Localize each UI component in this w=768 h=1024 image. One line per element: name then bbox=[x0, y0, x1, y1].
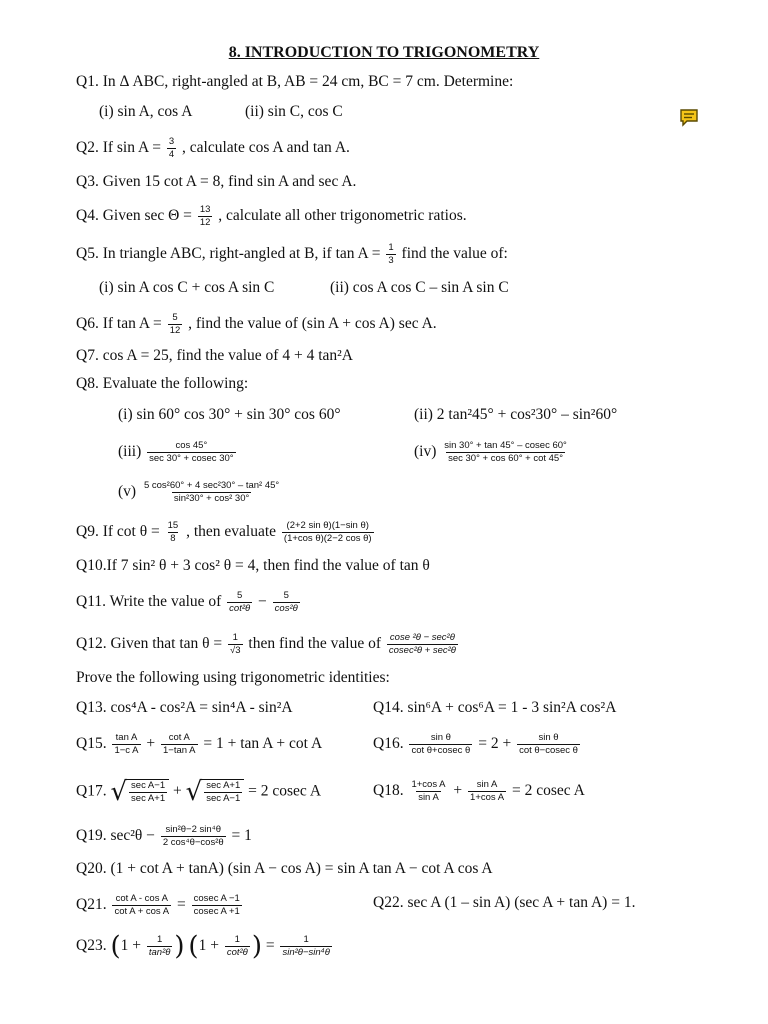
q8-part-iv bbox=[414, 440, 571, 465]
q1: Q1. In Δ ABC, right-angled at B, AB = 24 cm, BC = 7 cm. Determine: bbox=[76, 73, 514, 90]
q8-v-label: (v) bbox=[118, 483, 137, 501]
q3: Q3. Given 15 cot A = 8, find sin A and sec A. bbox=[76, 173, 357, 190]
q8-iii-den: sec 30° + cosec 30° bbox=[149, 453, 234, 464]
q2-den: 4 bbox=[168, 149, 175, 160]
q18-num-2: sin A bbox=[476, 779, 498, 790]
q15-label: Q15. bbox=[76, 735, 107, 753]
q11-num-2: 5 bbox=[283, 590, 289, 601]
q5 bbox=[76, 242, 508, 267]
q18-num-1: 1+cos A bbox=[411, 779, 446, 790]
q22: Q22. sec A (1 – sin A) (sec A + tan A) = 1. bbox=[373, 894, 636, 911]
q11-den-1: cot²θ bbox=[229, 603, 251, 614]
q18-den-2: 1+cos A bbox=[470, 792, 505, 803]
q23-num-3: 1 bbox=[303, 934, 309, 945]
q11-fraction-2 bbox=[273, 590, 300, 615]
q15-rhs: = 1 + tan A + cot A bbox=[203, 735, 323, 753]
q15-fraction-2 bbox=[161, 732, 198, 757]
q21-den-2: cosec A +1 bbox=[193, 906, 240, 917]
q6-fraction bbox=[168, 312, 183, 337]
sqrt-sign: √ bbox=[185, 777, 203, 807]
close-paren: ) bbox=[251, 931, 262, 962]
q4-text: Q4. Given sec Θ = bbox=[76, 207, 192, 225]
q12 bbox=[76, 632, 460, 657]
q9-expr-num: (2+2 sin θ)(1−sin θ) bbox=[286, 520, 369, 531]
q16-num-1: sin θ bbox=[430, 732, 451, 743]
q8-iv-label: (iv) bbox=[414, 443, 437, 461]
q17-den-1: sec A+1 bbox=[131, 793, 166, 804]
q5-text-end: find the value of: bbox=[401, 245, 508, 263]
prove-heading: Prove the following using trigonometric identities: bbox=[76, 669, 390, 686]
q18-fraction-2 bbox=[468, 779, 506, 804]
q4 bbox=[76, 204, 467, 229]
q2-num: 3 bbox=[168, 136, 175, 147]
q11-num-1: 5 bbox=[237, 590, 243, 601]
equals-sign: = bbox=[177, 896, 186, 914]
q4-text-end: , calculate all other trigonometric ratios. bbox=[218, 207, 467, 225]
q16-fraction-1 bbox=[409, 732, 472, 757]
q23-den-2: cot²θ bbox=[226, 947, 248, 958]
q16-den-1: cot θ+cosec θ bbox=[411, 745, 471, 756]
q9-text-mid: , then evaluate bbox=[186, 523, 277, 541]
q15-num-2: cot A bbox=[168, 732, 190, 743]
q12-expr-num: cose ²θ − sec²θ bbox=[389, 632, 455, 643]
q12-text-mid: then find the value of bbox=[248, 635, 381, 653]
q21-label: Q21. bbox=[76, 896, 107, 914]
q8-iii-num: cos 45° bbox=[175, 440, 208, 451]
q18-den-1: sin A bbox=[418, 792, 439, 803]
q23-fraction-1 bbox=[147, 934, 173, 959]
q19-text: Q19. sec²θ − bbox=[76, 827, 155, 845]
q12-fraction bbox=[228, 632, 243, 657]
q16-label: Q16. bbox=[373, 735, 404, 753]
q21 bbox=[76, 893, 244, 918]
q8-v-den: sin²30° + cos² 30° bbox=[173, 493, 250, 504]
q16-num-2: sin θ bbox=[538, 732, 559, 743]
q21-num-2: cosec A −1 bbox=[193, 893, 240, 904]
q8-part-iii bbox=[118, 440, 238, 465]
q12-expression bbox=[387, 632, 458, 657]
q4-num: 13 bbox=[199, 204, 211, 215]
q15-den-1: 1−c A bbox=[114, 745, 139, 756]
q8-part-ii: (ii) 2 tan²45° + cos²30° – sin²60° bbox=[414, 406, 618, 423]
q16 bbox=[373, 732, 582, 757]
comment-icon[interactable] bbox=[679, 109, 699, 127]
q19-den: 2 cos⁴θ−cos²θ bbox=[162, 837, 224, 848]
q19 bbox=[76, 824, 252, 849]
minus-sign: − bbox=[258, 593, 267, 611]
q8-part-v bbox=[118, 480, 283, 505]
q15-den-2: 1−tan A bbox=[163, 745, 196, 756]
q13: Q13. cos⁴A - cos²A = sin⁴A - sin²A bbox=[76, 699, 293, 716]
q20: Q20. (1 + cot A + tanA) (sin A − cos A) = sin A tan A − cot A cos A bbox=[76, 860, 493, 877]
q8: Q8. Evaluate the following: bbox=[76, 375, 249, 392]
q17 bbox=[76, 779, 321, 805]
q17-num-1: sec A−1 bbox=[131, 780, 166, 791]
q14: Q14. sin⁶A + cos⁶A = 1 - 3 sin²A cos²A bbox=[373, 699, 617, 716]
q9-fraction bbox=[166, 520, 181, 545]
q19-num: sin²θ−2 sin⁴θ bbox=[165, 824, 222, 835]
q6-text: Q6. If tan A = bbox=[76, 315, 162, 333]
q5-fraction bbox=[386, 242, 395, 267]
q9-num: 15 bbox=[167, 520, 179, 531]
q8-v-fraction bbox=[142, 480, 281, 505]
q23-den-1: tan²θ bbox=[148, 947, 171, 958]
q8-part-i: (i) sin 60° cos 30° + sin 30° cos 60° bbox=[118, 406, 341, 423]
q15-fraction-1 bbox=[112, 732, 140, 757]
q17-label: Q17. bbox=[76, 782, 107, 800]
q17-sqrt-1 bbox=[110, 779, 169, 805]
q10: Q10.If 7 sin² θ + 3 cos² θ = 4, then find the value of tan θ bbox=[76, 557, 430, 574]
q17-rhs: = 2 cosec A bbox=[248, 782, 322, 800]
q4-den: 12 bbox=[199, 217, 211, 228]
q18-fraction-1 bbox=[409, 779, 447, 804]
sqrt-sign: √ bbox=[110, 777, 128, 807]
q21-den-1: cot A + cos A bbox=[114, 906, 170, 917]
q12-text: Q12. Given that tan θ = bbox=[76, 635, 223, 653]
q12-num: 1 bbox=[232, 632, 238, 643]
q6-den: 12 bbox=[169, 325, 181, 336]
q21-fraction-1 bbox=[112, 893, 171, 918]
q8-iv-num: sin 30° + tan 45° – cosec 60° bbox=[444, 440, 567, 451]
q2-text: Q2. If sin A = bbox=[76, 139, 161, 157]
q6-text-end: , find the value of (sin A + cos A) sec A. bbox=[188, 315, 437, 333]
q5-num: 1 bbox=[388, 242, 394, 253]
q1-part-ii: (ii) sin C, cos C bbox=[245, 103, 343, 120]
q9-den: 8 bbox=[170, 533, 176, 544]
q8-iii-label: (iii) bbox=[118, 443, 142, 461]
q12-den: √3 bbox=[230, 645, 241, 656]
q11 bbox=[76, 590, 302, 615]
q8-iii-fraction bbox=[147, 440, 235, 465]
q23-fraction-2 bbox=[225, 934, 250, 959]
q23-den-3: sin²θ−sin⁴θ bbox=[282, 947, 330, 958]
q7: Q7. cos A = 25, find the value of 4 + 4 tan²A bbox=[76, 347, 353, 364]
q19-fraction bbox=[161, 824, 226, 849]
q5-text: Q5. In triangle ABC, right-angled at B, if tan A = bbox=[76, 245, 381, 263]
q16-mid: = 2 + bbox=[478, 735, 512, 753]
q11-den-2: cos²θ bbox=[274, 603, 298, 614]
q8-iv-fraction bbox=[442, 440, 569, 465]
q17-num-2: sec A+1 bbox=[206, 780, 241, 791]
q2-fraction bbox=[167, 136, 176, 161]
plus-sign: + bbox=[453, 782, 463, 800]
plus-sign: + bbox=[172, 782, 182, 800]
plus-sign: + bbox=[146, 735, 156, 753]
q15-num-1: tan A bbox=[115, 732, 138, 743]
q6-num: 5 bbox=[172, 312, 178, 323]
q21-num-1: cot A - cos A bbox=[115, 893, 168, 904]
q23-num-1: 1 bbox=[156, 934, 163, 945]
q16-den-2: cot θ−cosec θ bbox=[519, 745, 578, 756]
q2 bbox=[76, 136, 350, 161]
q18-label: Q18. bbox=[373, 782, 404, 800]
q23-label: Q23. bbox=[76, 937, 107, 955]
q11-text: Q11. Write the value of bbox=[76, 593, 222, 611]
q12-expr-den: cosec²θ + sec²θ bbox=[388, 645, 456, 656]
q17-sqrt-2 bbox=[186, 779, 245, 805]
q16-fraction-2 bbox=[517, 732, 580, 757]
q5-part-i: (i) sin A cos C + cos A sin C bbox=[99, 279, 275, 296]
q18 bbox=[373, 779, 585, 804]
q5-part-ii: (ii) cos A cos C – sin A sin C bbox=[330, 279, 509, 296]
q18-rhs: = 2 cosec A bbox=[511, 782, 585, 800]
q1-part-i: (i) sin A, cos A bbox=[99, 103, 193, 120]
open-paren: ( bbox=[110, 931, 121, 962]
open-paren: ( bbox=[188, 931, 199, 962]
q5-den: 3 bbox=[388, 255, 394, 266]
q21-fraction-2 bbox=[192, 893, 242, 918]
q23-fraction-3 bbox=[280, 934, 331, 959]
q15 bbox=[76, 732, 322, 757]
q9 bbox=[76, 520, 376, 545]
q9-text: Q9. If cot θ = bbox=[76, 523, 160, 541]
q17-fraction-2 bbox=[204, 780, 242, 805]
q17-den-2: sec A−1 bbox=[206, 793, 241, 804]
q23-num-2: 1 bbox=[234, 934, 240, 945]
q23: Q23. (1 + $\frac{1}{\text{tan²θ}}$ ) (1 + $\frac{1}{\text{cot²θ}}$ ) = $\frac{1}{\text{sin²θ−sin⁴θ}}$ bbox=[76, 931, 330, 962]
q2-text-end: , calculate cos A and tan A. bbox=[182, 139, 350, 157]
q19-rhs: = 1 bbox=[231, 827, 252, 845]
q8-iv-den: sec 30° + cos 60° + cot 45° bbox=[448, 453, 564, 464]
q11-fraction-1 bbox=[227, 590, 252, 615]
q8-v-num: 5 cos²60° + 4 sec²30° – tan² 45° bbox=[143, 480, 280, 491]
q9-expr-den: (1+cos θ)(2−2 cos θ) bbox=[283, 533, 372, 544]
q4-fraction bbox=[198, 204, 213, 229]
q9-expression bbox=[282, 520, 374, 545]
q6 bbox=[76, 312, 437, 337]
page-title: 8. INTRODUCTION TO TRIGONOMETRY bbox=[228, 44, 540, 61]
close-paren: ) bbox=[174, 931, 185, 962]
q17-fraction-1 bbox=[129, 780, 167, 805]
